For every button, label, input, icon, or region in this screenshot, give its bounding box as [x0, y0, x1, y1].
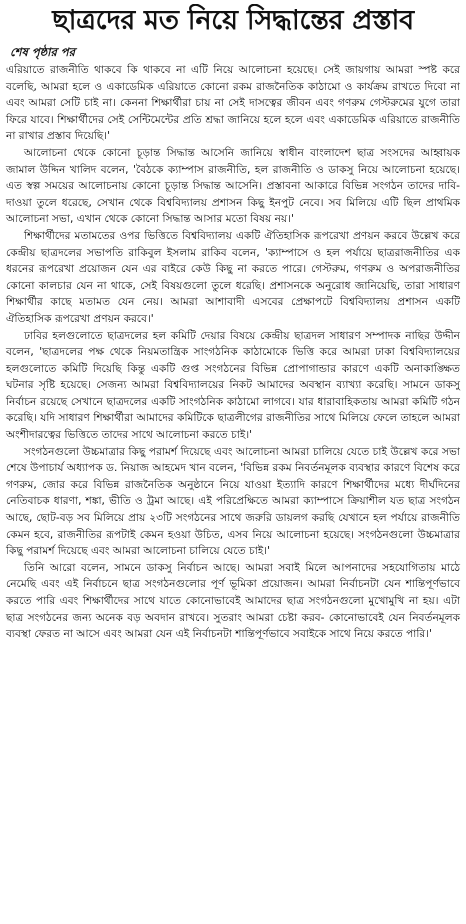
article-paragraph: আলোচনা থেকে কোনো চূড়ান্ত সিদ্ধান্ত আসেনি জানিয়ে স্বাধীন বাংলাদেশ ছাত্র সংসদের আহ্বায়ক জামাল উদ্দিন খালিদ বলেন, 'বৈঠকে ক্যাম্পাস রাজনীতি, হল রাজনীতি ও ডাকসু নিয়ে আলোচনা হয়েছে। এত স্বল্প সময়ের আলোচনায় কোনো চূড়ান্ত সিদ্ধান্ত আসেনি। প্রস্তাবনা আকারে বিভিন্ন সংগঠন তাদের দাবি-দাওয়া তুলে ধরেছে, সেখান থেকে বিশ্ববিদ্যালয় প্রশাসন কিছু ইনপুট নেবে। সব মিলিয়ে এটি ছিল প্রাথমিক আলোচনা সভা, এখান থেকে কোনো সিদ্ধান্ত আসার মতো বিষয় নয়।': [6, 146, 460, 226]
article-paragraph: শিক্ষার্থীদের মতামতের ওপর ভিত্তিতে বিশ্ববিদ্যালয় একটি ঐতিহাসিক রূপরেখা প্রণয়ন করবে উল্লেখ করে কেন্দ্রীয় ছাত্রদলের সভাপতি রাকিবুল ইসলাম রাকিব বলেন, 'ক্যাম্পাসে ও হল পর্যায়ে ছাত্ররাজনীতির এক ধরনের রূপরেখা প্রয়োজন যেন এর বাইরে কেউ কিছু না করতে পারে। গেস্টরুম, গণরুম ও অপরাজনীতির কোনো কালচার যেন না থাকে, সেই বিষয়গুলো তুলে ধরেছি। প্রশাসনকে অনুরোধ জানিয়েছি, তারা সাধারণ শিক্ষার্থীর কাছে মতামত যেন নেয়। আমরা আশাবাদী এসবের প্রেক্ষাপটে বিশ্ববিদ্যালয় প্রশাসন একটি ঐতিহাসিক রূপরেখা প্রণয়ন করবে।': [6, 229, 460, 325]
article-paragraph: ঢাবির হলগুলোতে ছাত্রদলের হল কমিটি দেয়ার বিষয়ে কেন্দ্রীয় ছাত্রদল সাধারণ সম্পাদক নাছির উদ্দীন বলেন, 'ছাত্রদলের পক্ষ থেকে নিয়মতান্ত্রিক সাংগঠনিক কাঠামোকে ভিত্তি করে আমরা ঢাকা বিশ্ববিদ্যালয়ের হলগুলোতে কমিটি দিয়েছি কিন্তু একটি গুপ্ত সংগঠনের বিভিন্ন প্রোপাগান্ডার কারণে একটি অনাকাঙ্ক্ষিত ঘটনার সৃষ্টি হয়েছে। সেজন্য আমরা বিশ্ববিদ্যালয়ের নিকট আমাদের অবস্থান ব্যাখ্যা করেছি। সামনে ডাকসু নির্বাচন রয়েছে সেখানে ছাত্রদলের একটি সাংগঠনিক কাঠামো লাগবে। যার ধারাবাহিকতায় আমরা কমিটি গঠন করেছি। যদি সাধারণ শিক্ষার্থীরা আমাদের কমিটিকে ছাত্রলীগের রাজনীতির সাথে মিলিয়ে ফেলে তাহলে আমরা অংশীদারত্বের ভিত্তিতে তাদের সাথে আলোচনা করতে চাই।': [6, 329, 460, 442]
article-paragraph: তিনি আরো বলেন, সামনে ডাকসু নির্বাচন আছে। আমরা সবাই মিলে আপনাদের সহযোগিতায় মাঠে নেমেছি এবং এই নির্বাচনে ছাত্র সংগঠনগুলোর পূর্ণ ভূমিকা প্রয়োজন। আমরা নির্বাচনটা যেন শান্তিপূর্ণভাবে করতে পারি এবং শিক্ষার্থীদের সাথে যাতে কোনোভাবেই আমাদের ছাত্র সংগঠনগুলো মুখোমুখি না হয়। এটা ছাত্র সংগঠনের জন্য অনেক বড় অবদান রাখবে। সুতরাং আমরা চেষ্টা করব- কোনোভাবেই যেন নিবর্তনমূলক ব্যবস্থা ফেরত না আসে এবং আমরা যেন এই নির্বাচনটা শান্তিপূর্ণভাবে সবাইকে সাথে নিয়ে করতে পারি।': [6, 561, 460, 641]
continued-from-label: শেষ পৃষ্ঠার পর: [10, 45, 75, 59]
article-paragraph: সংগঠনগুলো উচ্চমাত্রার কিছু পরামর্শ দিয়েছে এবং আলোচনা আমরা চালিয়ে যেতে চাই উল্লেখ করে সভা শেষে উপাচার্য অধ্যাপক ড. নিয়াজ আহমেদ খান বলেন, 'বিভিন্ন রকম নিবর্তনমূলক ব্যবস্থার কারণে বিশেষ করে গণরুম, জোর করে বিভিন্ন রাজনৈতিক অনুষ্ঠানে নিয়ে যাওয়া ইত্যাদি কারণে শিক্ষার্থীদের মধ্যে দীর্ঘদিনের নেতিবাচক ধারণা, শঙ্কা, ভীতি ও ট্রমা আছে। এই পরিপ্রেক্ষিতে আমরা ক্যাম্পাসে ক্রিয়াশীল যত ছাত্র সংগঠন আছে, ছোট-বড় সব মিলিয়ে প্রায় ২৩টি সংগঠনের সাথে জরুরি ডায়লগ করছি যেখানে হল পর্যায়ে রাজনীতি কেমন হবে, রাজনীতির রূপটাই কেমন হওয়া উচিত, এসব নিয়ে আলোচনা হয়েছে। সংগঠনগুলো উচ্চমাত্রার কিছু পরামর্শ দিয়েছে এবং আমরা আলোচনা চালিয়ে যেতে চাই।': [6, 445, 460, 558]
headline: ছাত্রদের মত নিয়ে সিদ্ধান্তের প্রস্তাব: [52, 5, 414, 36]
article-paragraph: এরিয়াতে রাজনীতি থাকবে কি থাকবে না এটি নিয়ে আলোচনা হয়েছে। সেই জায়গায় আমরা স্পষ্ট করে বলেছি, আমরা হলে ও একাডেমিক এরিয়াতে কোনো রকম রাজনৈতিক কাঠামো ও কার্যক্রম রাখতে দিবো না এবং আমরা সেটি চাই না। কেননা শিক্ষার্থীরা চায় না সেই দাসত্বের জীবন এবং গণরুম গেস্টরুমের যুগে তারা ফিরে যাবে। শিক্ষার্থীদের সেই সেন্টিমেন্টের প্রতি শ্রদ্ধা জানিয়ে হলে হলে এবং একাডেমিক এরিয়াতে রাজনীতি না রাখার প্রস্তাব দিয়েছি।': [6, 64, 460, 143]
article-body: [6, 62, 460, 643]
